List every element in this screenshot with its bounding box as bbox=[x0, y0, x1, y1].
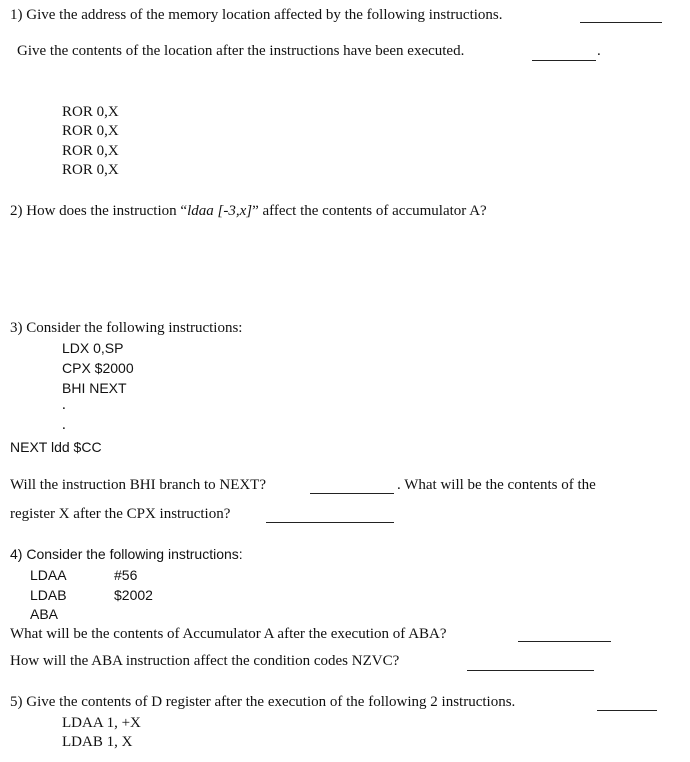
q3-ellipsis-dot: . bbox=[62, 397, 66, 413]
q1-code-line: ROR 0,X bbox=[62, 162, 119, 178]
q5-answer-blank[interactable] bbox=[597, 710, 657, 711]
q1-answer-blank-address[interactable] bbox=[580, 22, 662, 23]
q4-code-arg: $2002 bbox=[114, 587, 153, 603]
q3-answer-blank-register[interactable] bbox=[266, 522, 394, 523]
q3-question: 3) Consider the following instructions: bbox=[10, 320, 243, 336]
q3-code-line: LDX 0,SP bbox=[62, 340, 124, 356]
q3-code-line: BHI NEXT bbox=[62, 380, 127, 396]
q2-suffix: ” affect the contents of accumulator A? bbox=[252, 203, 487, 219]
q2-prefix: 2) How does the instruction “ bbox=[10, 203, 188, 219]
q1-code-line: ROR 0,X bbox=[62, 143, 119, 159]
q4-answer-blank-accumulator[interactable] bbox=[518, 641, 611, 642]
q1-answer-blank-contents[interactable] bbox=[532, 60, 596, 61]
q5-code-line: LDAB 1, X bbox=[62, 734, 133, 750]
q3-code-line: CPX $2000 bbox=[62, 360, 134, 376]
q4-ask-accumulator: What will be the contents of Accumulator A after the execution of ABA? bbox=[10, 626, 447, 642]
q3-ellipsis-dot: . bbox=[62, 417, 66, 433]
q1-period: . bbox=[597, 43, 601, 59]
q2-instruction: ldaa [-3,x] bbox=[187, 203, 253, 219]
q4-code-arg: #56 bbox=[114, 567, 138, 583]
q4-ask-condition-codes: How will the ABA instruction affect the condition codes NZVC? bbox=[10, 653, 400, 669]
q4-question: 4) Consider the following instructions: bbox=[10, 546, 243, 562]
q2-question bbox=[10, 202, 487, 220]
q3-ask-branch: Will the instruction BHI branch to NEXT? bbox=[10, 477, 267, 493]
q4-code-op: LDAA bbox=[30, 567, 67, 583]
q3-next-label: NEXT ldd $CC bbox=[10, 439, 102, 455]
q3-answer-blank-branch[interactable] bbox=[310, 493, 394, 494]
q1-code-line: ROR 0,X bbox=[62, 104, 119, 120]
q4-answer-blank-nzvc[interactable] bbox=[467, 670, 594, 671]
q3-ask-contents: . What will be the contents of the bbox=[397, 477, 596, 493]
q5-question: 5) Give the contents of D register after the execution of the following 2 instructions. bbox=[10, 694, 516, 710]
q4-code-op: LDAB bbox=[30, 587, 67, 603]
q1-question-contents: Give the contents of the location after the instructions have been executed. bbox=[17, 43, 465, 59]
q5-code-line: LDAA 1, +X bbox=[62, 715, 141, 731]
q4-code-op: ABA bbox=[30, 606, 59, 622]
q1-question: 1) Give the address of the memory location affected by the following instructions. bbox=[10, 7, 503, 23]
q1-code-line: ROR 0,X bbox=[62, 123, 119, 139]
q3-ask-register: register X after the CPX instruction? bbox=[10, 506, 231, 522]
